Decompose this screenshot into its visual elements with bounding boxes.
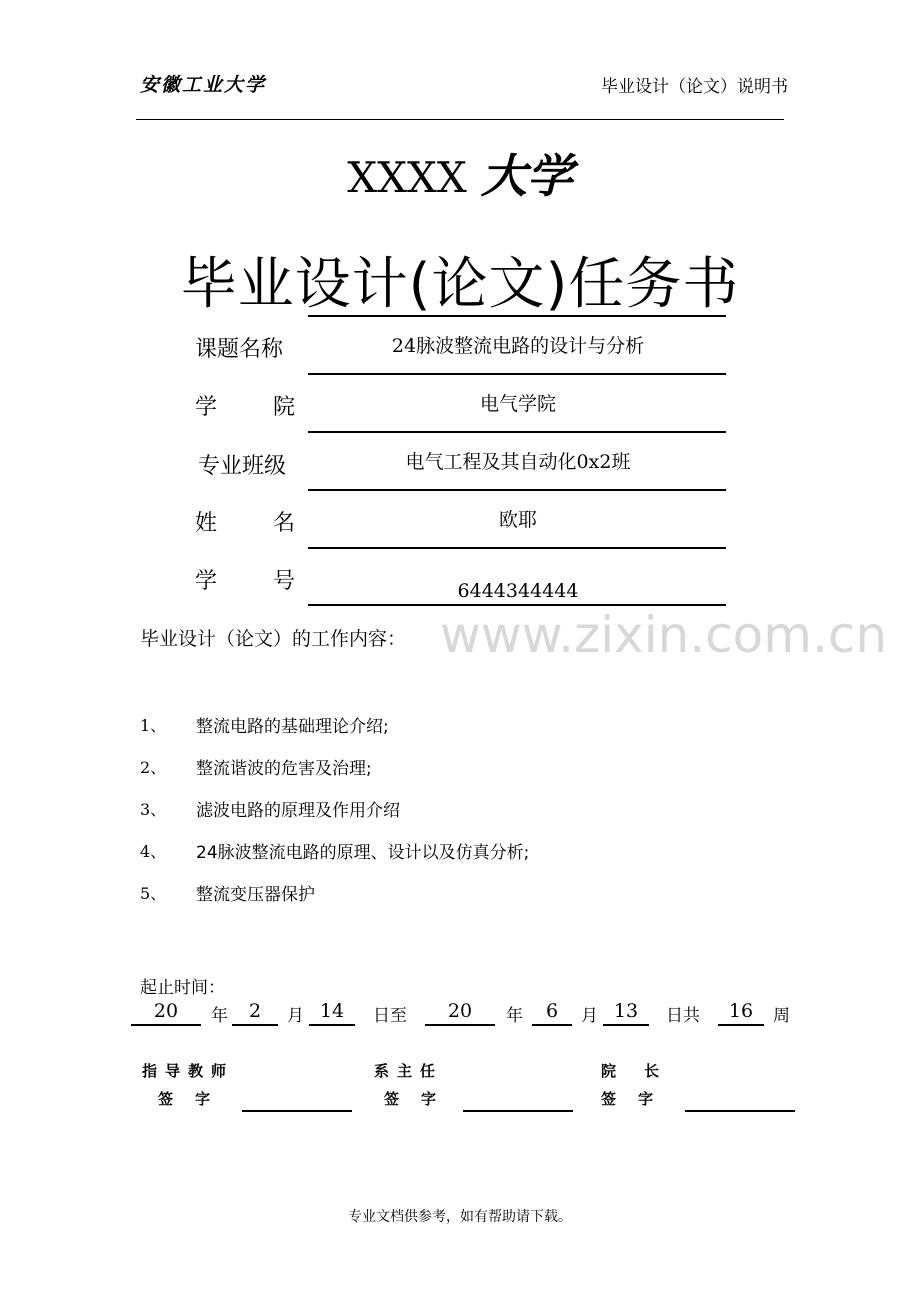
date-underline: [309, 1024, 355, 1026]
field-underline-top: [308, 315, 726, 317]
week-unit: 周: [773, 1006, 790, 1026]
end-day: 13: [613, 1000, 639, 1022]
date-underline: [232, 1024, 278, 1026]
dept-head-sign-label: 签字: [384, 1090, 459, 1108]
dean-sign-label: 签字: [601, 1090, 676, 1108]
footer-note: 专业文档供参考，如有帮助请下载。: [348, 1209, 572, 1225]
field-underline: [308, 489, 726, 491]
field-label-class: 专业班级: [198, 454, 287, 479]
dean-label: 院长: [601, 1062, 688, 1080]
field-value-student-id: 6444344444: [457, 580, 579, 602]
university-name: [0, 140, 920, 206]
list-item: 整流变压器保护: [196, 885, 315, 905]
list-item-number: 3、: [140, 800, 167, 819]
label-char: 学: [195, 569, 218, 594]
end-month: 6: [545, 1000, 559, 1022]
dean-signature-line: [685, 1110, 795, 1112]
page-title: 毕业设计(论文)任务书: [180, 252, 740, 317]
university-prefix: XXXX: [347, 153, 467, 202]
year-unit: 年: [506, 1006, 523, 1026]
list-item-number: 1、: [140, 716, 167, 735]
field-underline: [308, 547, 726, 549]
advisor-sign-label: 签字: [158, 1090, 233, 1108]
year-unit: 年: [211, 1006, 228, 1026]
weeks-count: 16: [728, 1000, 754, 1022]
list-item-number: 2、: [140, 758, 167, 777]
list-item-number: 5、: [140, 884, 167, 903]
school-logo-text: 安徽工业大学: [140, 74, 267, 96]
field-label-student-id: [195, 564, 295, 595]
list-item-number: 4、: [140, 842, 167, 861]
start-day: 14: [319, 1000, 345, 1022]
field-underline: [308, 431, 726, 433]
field-label-name: [195, 506, 295, 537]
date-underline: [425, 1024, 495, 1026]
field-value-class: 电气工程及其自动化0x2班: [405, 451, 631, 473]
label-char: 学: [195, 395, 218, 420]
list-item: 24脉波整流电路的原理、设计以及仿真分析;: [196, 843, 530, 863]
university-suffix: 大学: [480, 149, 573, 203]
list-item: 滤波电路的原理及作用介绍: [196, 801, 400, 821]
list-item: 整流谐波的危害及治理;: [196, 759, 372, 779]
end-year: 20: [447, 1000, 473, 1022]
day-to: 日至: [373, 1006, 407, 1026]
header-divider: [136, 119, 784, 120]
field-value-topic: 24脉波整流电路的设计与分析: [391, 335, 645, 357]
start-month: 2: [248, 1000, 262, 1022]
label-char: 姓: [195, 511, 218, 536]
field-underline: [308, 373, 726, 375]
advisor-label: 指导教师: [142, 1062, 235, 1080]
watermark: www.zixin.com.cn: [440, 606, 888, 664]
label-char: 院: [272, 395, 295, 420]
month-unit: 月: [287, 1006, 304, 1026]
date-underline: [603, 1024, 649, 1026]
period-label: 起止时间：: [140, 978, 225, 998]
field-value-college: 电气学院: [479, 393, 556, 415]
advisor-signature-line: [242, 1110, 352, 1112]
document-type: 毕业设计（论文）说明书: [601, 77, 788, 97]
dept-head-label: 系主任: [374, 1062, 444, 1080]
dept-head-signature-line: [463, 1110, 573, 1112]
work-heading: 毕业设计（论文）的工作内容：: [140, 628, 407, 650]
field-label-college: [195, 390, 295, 421]
label-char: 号: [272, 569, 295, 594]
start-year: 20: [153, 1000, 179, 1022]
day-total: 日共: [666, 1006, 700, 1026]
date-underline: [718, 1024, 764, 1026]
list-item: 整流电路的基础理论介绍;: [196, 717, 389, 737]
field-value-name: 欧耶: [498, 509, 537, 531]
label-char: 名: [272, 511, 295, 536]
date-underline: [532, 1024, 572, 1026]
month-unit: 月: [581, 1006, 598, 1026]
date-underline: [131, 1024, 201, 1026]
field-label-topic: 课题名称: [195, 337, 284, 362]
